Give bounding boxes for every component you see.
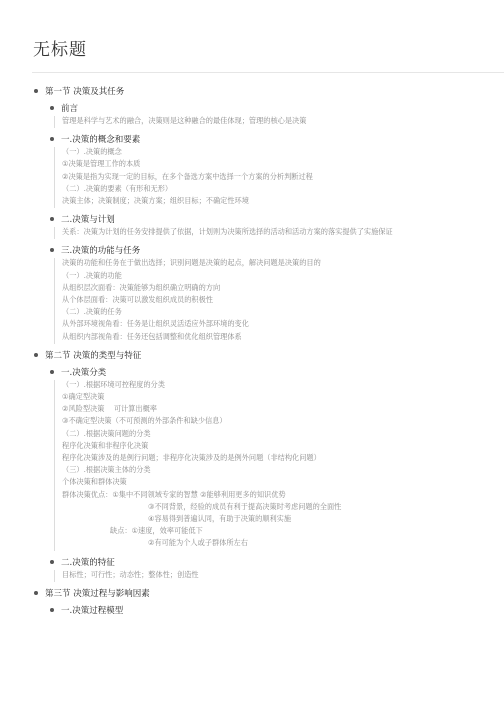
topic-title[interactable]: 二.决策的特征 <box>61 557 115 568</box>
topic-note: ①决策是管理工作的本质 <box>62 159 141 169</box>
topic-note: （一）.根据环境可控程度的分类 <box>62 379 165 389</box>
topic-note: （二）.决策的要素（有形和无形） <box>62 183 173 193</box>
topic-bullet <box>50 370 54 374</box>
topic-title[interactable]: 二.决策与计划 <box>61 215 115 226</box>
note-guide-line <box>54 380 55 551</box>
topic-note: （三）.根据决策主体的分类 <box>62 465 151 475</box>
topic-title[interactable]: 一.决策的概念和要素 <box>61 135 141 146</box>
topic-note: ②决策是指为实现一定的目标，在多个备选方案中选择一个方案的分析判断过程 <box>62 171 313 181</box>
topic-note: 决策主体；决策制度；决策方案；组织目标；不确定性环境 <box>62 196 249 205</box>
topic-note: 群体决策优点：①集中不同领域专家的智慧 ②能够利用更多的知识优势 <box>62 489 286 499</box>
topic-title[interactable]: 一.决策过程模型 <box>61 605 124 616</box>
section-title[interactable]: 第三节 决策过程与影响因素 <box>45 588 150 599</box>
topic-note: 管理是科学与艺术的融合，决策则是这种融合的最佳体现；管理的核心是决策 <box>62 116 307 125</box>
topic-note: 从组织内部视角看：任务还包括调整和优化组织管理体系 <box>62 331 242 341</box>
topic-note: （一）.决策的功能 <box>62 270 122 280</box>
topic-note: ①确定型决策 <box>62 392 105 401</box>
topic-bullet <box>50 217 54 221</box>
note-guide-line <box>54 570 55 582</box>
topic-bullet <box>50 248 54 252</box>
topic-bullet <box>50 106 54 110</box>
section-title[interactable]: 第二节 决策的类型与特征 <box>45 350 142 361</box>
note-guide-line <box>54 147 55 208</box>
topic-title[interactable]: 前言 <box>61 104 79 114</box>
section-title[interactable]: 第一节 决策及其任务 <box>45 87 125 97</box>
topic-note: ④容易得到普遍认同，有助于决策的顺利实施 <box>148 514 292 523</box>
topic-bullet <box>50 608 54 612</box>
note-guide-line <box>54 258 55 343</box>
topic-note: （二）.根据决策问题的分类 <box>62 428 151 438</box>
section-bullet <box>34 89 38 93</box>
topic-note: 从外部环境视角看：任务是让组织灵活适应外部环境的变化 <box>62 319 249 329</box>
topic-note: 个体决策和群体决策 <box>62 477 127 487</box>
topic-note: ②有可能为个人或子群体所左右 <box>148 538 248 548</box>
topic-title[interactable]: 一.决策分类 <box>61 367 107 378</box>
topic-note: ③不同背景，经验的成员有利于提高决策时考虑问题的全面性 <box>148 501 342 511</box>
page-title: 无标题 <box>33 40 87 60</box>
topic-note: ②风险型决策 可计算出概率 <box>62 404 157 414</box>
topic-bullet <box>50 560 54 564</box>
title-divider <box>32 72 504 73</box>
section-bullet <box>34 591 38 595</box>
topic-title[interactable]: 三.决策的功能与任务 <box>61 246 141 257</box>
topic-bullet <box>50 137 54 141</box>
topic-note: 程序化决策和非程序化决策 <box>62 440 149 450</box>
note-guide-line <box>54 116 55 128</box>
note-guide-line <box>54 227 55 239</box>
topic-note: 目标性；可行性；动态性；整体性；创造性 <box>62 569 199 579</box>
section-bullet <box>34 353 38 357</box>
topic-note: 关系：决策为计划的任务安排提供了依据，计划则为决策所选择的活动和活动方案的落实提供了实施保证 <box>62 227 393 237</box>
topic-note: 从个体层面看：决策可以激发组织成员的积极性 <box>62 295 213 304</box>
topic-note: 缺点：①速度，效率可能低下 <box>110 526 203 536</box>
topic-note: ③不确定型决策（不可预测的外部条件和缺少信息） <box>62 416 227 426</box>
topic-note: 决策的功能和任务在于做出选择；识别问题是决策的起点，解决问题是决策的目的 <box>62 258 321 268</box>
topic-note: 从组织层次面看：决策能够为组织确立明确的方向 <box>62 282 221 292</box>
topic-note: （二）.决策的任务 <box>62 307 122 317</box>
topic-note: 程序化决策涉及的是例行问题；非程序化决策涉及的是例外问题（非结构化问题） <box>62 453 321 462</box>
topic-note: （一）.决策的概念 <box>62 147 122 157</box>
